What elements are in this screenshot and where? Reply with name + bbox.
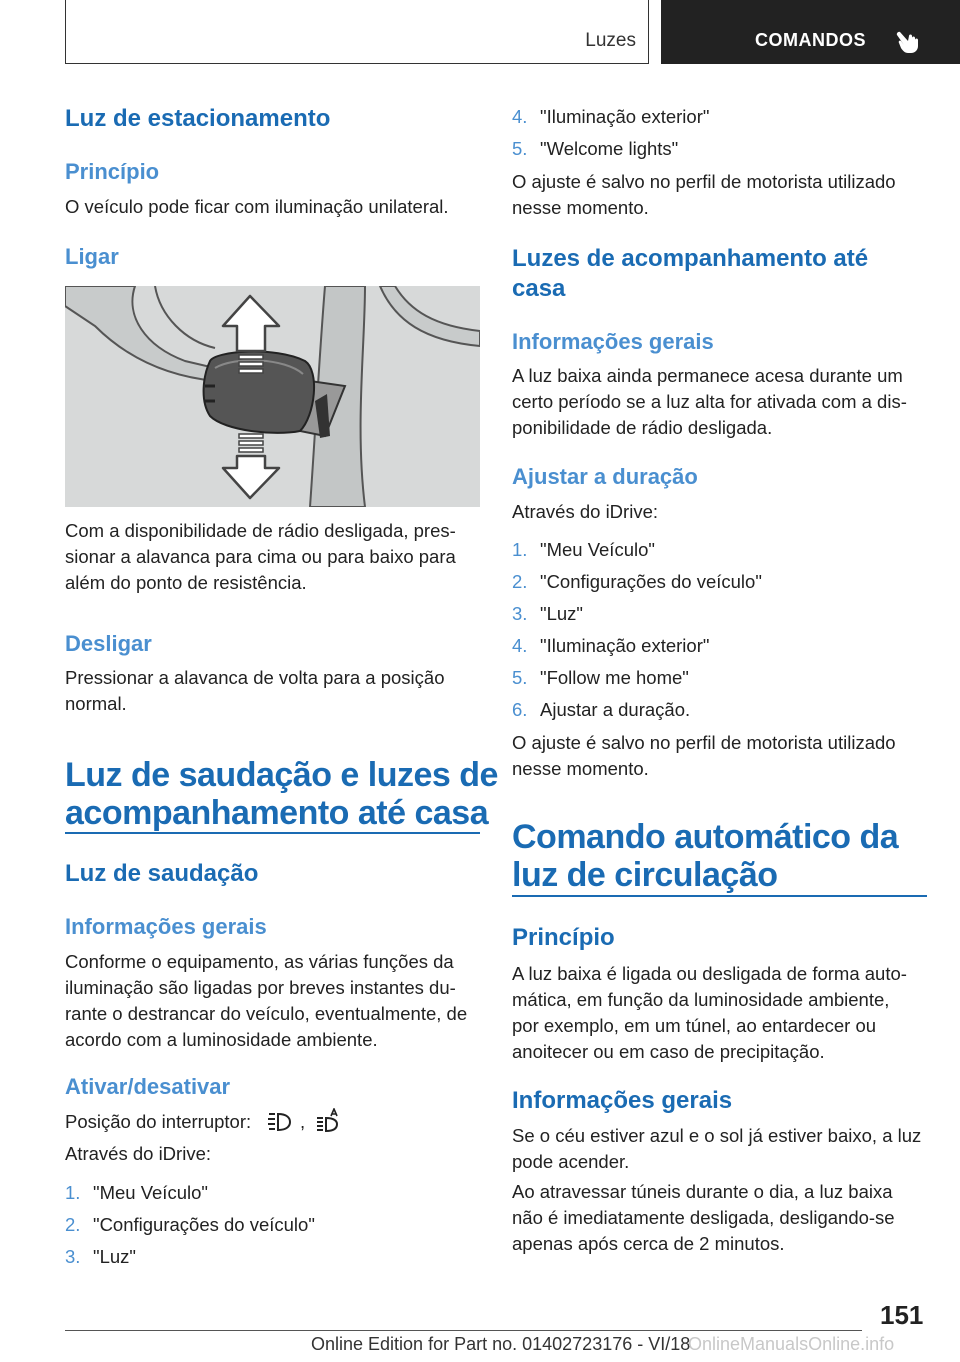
- text-general-info-a: [512, 1123, 921, 1175]
- heading-principle: Princípio: [65, 159, 160, 184]
- heading-line: Luz de saudação e luzes de: [65, 756, 498, 794]
- text-line: acordo com a luminosidade ambiente.: [65, 1029, 378, 1050]
- text-setting-saved: [512, 169, 896, 221]
- list-number: 4.: [512, 106, 528, 127]
- text-line: certo período se a luz alta for ativada com a dis‐: [512, 391, 907, 412]
- heading-general-info: Informações gerais: [512, 1087, 733, 1114]
- auto-light-icon: [314, 1108, 342, 1134]
- text-line: Se o céu estiver azul e o sol já estiver baixo, a luz: [512, 1125, 922, 1146]
- text-principle: [512, 961, 907, 1065]
- text-line: ponibilidade de rádio desligada.: [512, 417, 773, 438]
- page-number: 151: [880, 1300, 924, 1330]
- text-general-info: [512, 363, 907, 441]
- text-general-info-b: [512, 1179, 895, 1257]
- switch-position-separator: ,: [300, 1111, 306, 1132]
- list-number: 1.: [65, 1182, 81, 1203]
- list-text: "Luz": [93, 1246, 136, 1267]
- chapter-rule: [512, 895, 927, 897]
- header-chapter: COMANDOS: [755, 30, 866, 50]
- text-switch-on: [65, 518, 456, 596]
- heading-line: Comando automático da: [512, 818, 899, 856]
- list-text: Ajustar a duração.: [540, 699, 691, 720]
- lever-drawing: [65, 286, 480, 507]
- lever-illustration: [65, 286, 480, 507]
- heading-line: luz de circulação: [512, 856, 778, 894]
- heading-line: casa: [512, 275, 566, 302]
- list-number: 2.: [65, 1214, 81, 1235]
- text-line: sionar a alavanca para cima ou para baixo para: [65, 546, 456, 567]
- text-line: além do ponto de resistência.: [65, 572, 307, 593]
- list-number: 3.: [512, 603, 528, 624]
- text-via-idrive: Através do iDrive:: [65, 1143, 211, 1164]
- text-line: A luz baixa ainda permanece acesa durante um: [512, 365, 903, 386]
- text-line: normal.: [65, 693, 127, 714]
- text-line: iluminação são ligadas por breves instantes du‐: [65, 977, 456, 998]
- text-via-idrive: Através do iDrive:: [512, 501, 658, 522]
- text-line: apenas após cerca de 2 minutos.: [512, 1233, 785, 1254]
- text-line: nesse momento.: [512, 197, 649, 218]
- heading-general-info: Informações gerais: [512, 329, 714, 354]
- list-number: 5.: [512, 667, 528, 688]
- text-line: nesse momento.: [512, 758, 649, 779]
- heading-line: acompanhamento até casa: [65, 794, 489, 832]
- list-text: "Iluminação exterior": [540, 106, 710, 127]
- heading-switch-off: Desligar: [65, 631, 152, 656]
- list-text: "Meu Veículo": [93, 1182, 208, 1203]
- text-line: O ajuste é salvo no perfil de motorista utilizado: [512, 171, 896, 192]
- text-line: A luz baixa é ligada ou desligada de forma auto‐: [512, 963, 907, 984]
- list-number: 3.: [65, 1246, 81, 1267]
- text-line: anoitecer ou em caso de precipitação.: [512, 1041, 825, 1062]
- text-line: por exemplo, em um túnel, ao entardecer ou: [512, 1015, 877, 1036]
- switch-position-label: Posição do interruptor:: [65, 1111, 252, 1132]
- heading-welcome-light: Luz de saudação: [65, 860, 259, 887]
- list-number: 1.: [512, 539, 528, 560]
- chapter-heading-automatic-daytime-light: [512, 818, 898, 894]
- heading-follow-me-home: [512, 244, 868, 304]
- parking-light-icon: [265, 1110, 293, 1134]
- list-number: 5.: [512, 138, 528, 159]
- list-text: "Iluminação exterior": [540, 635, 710, 656]
- list-number: 4.: [512, 635, 528, 656]
- heading-line: Luzes de acompanhamento até: [512, 245, 869, 272]
- text-switch-off: [65, 665, 445, 717]
- list-text: "Configurações do veículo": [93, 1214, 315, 1235]
- header-section: Luzes: [585, 30, 636, 51]
- text-switch-position: [65, 1109, 251, 1135]
- list-text: "Follow me home": [540, 667, 689, 688]
- text-general-info: [65, 949, 467, 1053]
- heading-principle: Princípio: [512, 924, 615, 951]
- text-line: O ajuste é salvo no perfil de motorista utilizado: [512, 732, 896, 753]
- text-line: Ao atravessar túneis durante o dia, a luz baixa: [512, 1181, 893, 1202]
- heading-switch-on: Ligar: [65, 244, 119, 269]
- list-number: 6.: [512, 699, 528, 720]
- list-text: "Welcome lights": [540, 138, 679, 159]
- text-setting-saved: [512, 730, 896, 782]
- list-text: "Meu Veículo": [540, 539, 655, 560]
- chapter-rule: [65, 832, 480, 834]
- text-principle: O veículo pode ficar com iluminação unilateral.: [65, 196, 449, 217]
- footer-edition: Online Edition for Part no. 01402723176 - VI/18: [311, 1334, 691, 1354]
- text-line: mática, em função da luminosidade ambiente,: [512, 989, 890, 1010]
- footer-rule: [65, 1330, 862, 1331]
- list-number: 2.: [512, 571, 528, 592]
- watermark: OnlineManualsOnline.info: [688, 1334, 895, 1354]
- pointing-hand-icon: [896, 26, 920, 54]
- heading-general-info: Informações gerais: [65, 914, 267, 939]
- text-line: pode acender.: [512, 1151, 630, 1172]
- text-line: Com a disponibilidade de rádio desligada, pres‐: [65, 520, 456, 541]
- heading-park-light: Luz de estacionamento: [65, 105, 331, 132]
- text-line: rante o destrancar do veículo, eventualmente, de: [65, 1003, 468, 1024]
- list-text: "Luz": [540, 603, 583, 624]
- text-line: não é imediatamente desligada, desligando-se: [512, 1207, 895, 1228]
- list-text: "Configurações do veículo": [540, 571, 762, 592]
- text-line: Pressionar a alavanca de volta para a posição: [65, 667, 445, 688]
- heading-adjust-duration: Ajustar a duração: [512, 464, 698, 489]
- chapter-heading-welcome-lights: [65, 756, 498, 832]
- heading-activate-deactivate: Ativar/desativar: [65, 1074, 231, 1099]
- text-line: Conforme o equipamento, as várias funções da: [65, 951, 454, 972]
